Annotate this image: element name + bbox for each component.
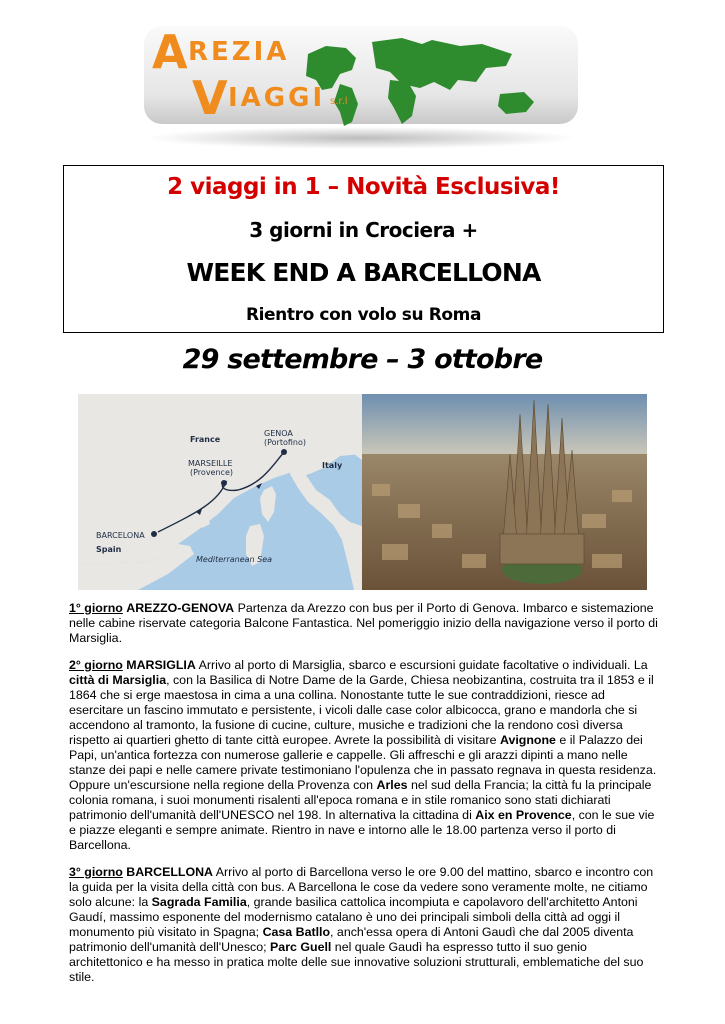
logo-suffix: s.r.l: [330, 96, 348, 107]
itinerary: [69, 601, 659, 997]
subheadline: 3 giorni in Crociera +: [249, 218, 478, 242]
day-2-text-2: , con la Basilica di Notre Dame de la Garde, Chiesa neobizantina, costruita tra il 1853 e il 1864 che si erge maestosa in cima a una collina. Nonostante tutte le sue contraddizioni, riesce ad esercitare un fascino immutato e persistente, i vicoli dalle case color albicocca, grano e mandorla che si accendono al tramonto, la fusione di cucine, culture, musiche e tradizioni che la rendono così diversa rispetto ai quartieri ghetto di tante città europee. Avrete la possibilità di visitare: [69, 673, 654, 747]
day-2-bold-1: città di Marsiglia: [69, 673, 167, 687]
day-3-bold-3: Parc Guell: [270, 940, 332, 954]
main-title: WEEK END A BARCELLONA: [186, 258, 541, 287]
day-1: [69, 601, 659, 646]
logo-line-1: REZIA: [188, 37, 290, 67]
day-2-bold-2: Avignone: [499, 733, 556, 747]
map-label-portofino: (Portofino): [264, 438, 306, 447]
day-2-bold-4: Aix en Provence: [475, 808, 572, 822]
day-3: [69, 865, 659, 985]
map-label-provence: (Provence): [190, 468, 233, 477]
map-label-spain: Spain: [96, 545, 122, 554]
day-1-text: Partenza da Arezzo con bus per il Porto di Genova. Imbarco e sistemazione nelle cabine riservate categoria Balcone Fantastica. Nel pomeriggio inizio della navigazione verso il porto di Marsiglia.: [69, 601, 658, 645]
day-3-title: BARCELLONA: [126, 865, 214, 879]
map-label-italy: Italy: [322, 461, 343, 470]
return-note: Rientro con volo su Roma: [245, 305, 482, 325]
map-label-genoa: GENOA: [264, 429, 293, 438]
headline: 2 viaggi in 1 – Novità Esclusiva!: [167, 174, 560, 200]
travel-dates: 29 settembre – 3 ottobre: [182, 344, 543, 375]
day-3-bold-1: Sagrada Familia: [151, 895, 247, 909]
day-3-text-1: Arrivo al porto di Barcellona verso le ore 9.00 del mattino, sbarco e incontro con la guida per la visita della città con bus. A Barcellona le cose da vedere sono veramente molte, ne citiamo solo alcune: la: [69, 865, 654, 909]
day-2-text-4: nel sud della Francia; la città fu la principale colonia romana, i suoi monumenti risalenti all'epoca romana e in stile romanico sono stati dichiarati patrimonio dell'umanità dell'UNESCO nel 198. In alternativa la cittadina di: [69, 778, 652, 822]
map-label-marseille: MARSEILLE: [188, 459, 233, 468]
day-2-title: MARSIGLIA: [126, 658, 196, 672]
day-1-title: AREZZO-GENOVA: [126, 601, 235, 615]
day-3-text-3: , anch'essa opera di Antoni Gaudì che dal 2005 diventa patrimonio dell'umanità dell'Unesco;: [69, 925, 634, 954]
day-2-text-1: Arrivo al porto di Marsiglia, sbarco e escursioni guidate facoltative o individuali. La: [198, 658, 648, 672]
day-3-bold-2: Casa Batllo: [262, 925, 331, 939]
map-label-barcelona: BARCELONA: [96, 531, 145, 540]
cruise-route-map: [78, 394, 362, 590]
sagrada-familia-photo: [362, 394, 647, 590]
map-label-france: France: [190, 435, 221, 444]
logo-line-2: IAGGI: [228, 83, 326, 113]
day-1-label: 1° giorno: [69, 601, 123, 615]
logo-initial-a: A: [152, 25, 188, 79]
day-2: [69, 658, 659, 853]
map-label-sea: Mediterranean Sea: [196, 555, 273, 564]
logo-initial-v: V: [192, 71, 228, 125]
arezia-viaggi-logo: [140, 24, 582, 150]
day-3-text-2: , grande basilica cattolica incompiuta e capolavoro dell'architetto Antoni Gaudí, massimo esponente del modernismo catalano è uno dei principali simboli della città ad oggi il monumento più visitato in Spagna;: [69, 895, 638, 939]
day-3-text-4: nel quale Gaudì ha espresso tutto il suo genio architettonico e ha messo in pratica molte delle sue innovative soluzioni strutturali, emblematiche del suo stile.: [69, 940, 644, 984]
day-3-label: 3° giorno: [69, 865, 123, 879]
day-2-bold-3: Arles: [376, 778, 408, 792]
day-2-text-5: , con le sue vie e piazze eleganti e sempre animate. Rientro in nave e intorno alle le 18.00 partenza verso il porto di Barcellona.: [69, 808, 655, 852]
day-2-text-3: e il Palazzo dei Papi, un'antica fortezza con numerose gallerie e cappelle. Gli affreschi e gli arazzi dipinti a mano nelle stanze dei papi e nelle camere private testimoniano l'opulenza che in passato regnava in questa residenza. Oppure un'escursione nella regione della Provenza con: [69, 733, 657, 792]
title-box: [63, 165, 664, 333]
day-2-label: 2° giorno: [69, 658, 123, 672]
